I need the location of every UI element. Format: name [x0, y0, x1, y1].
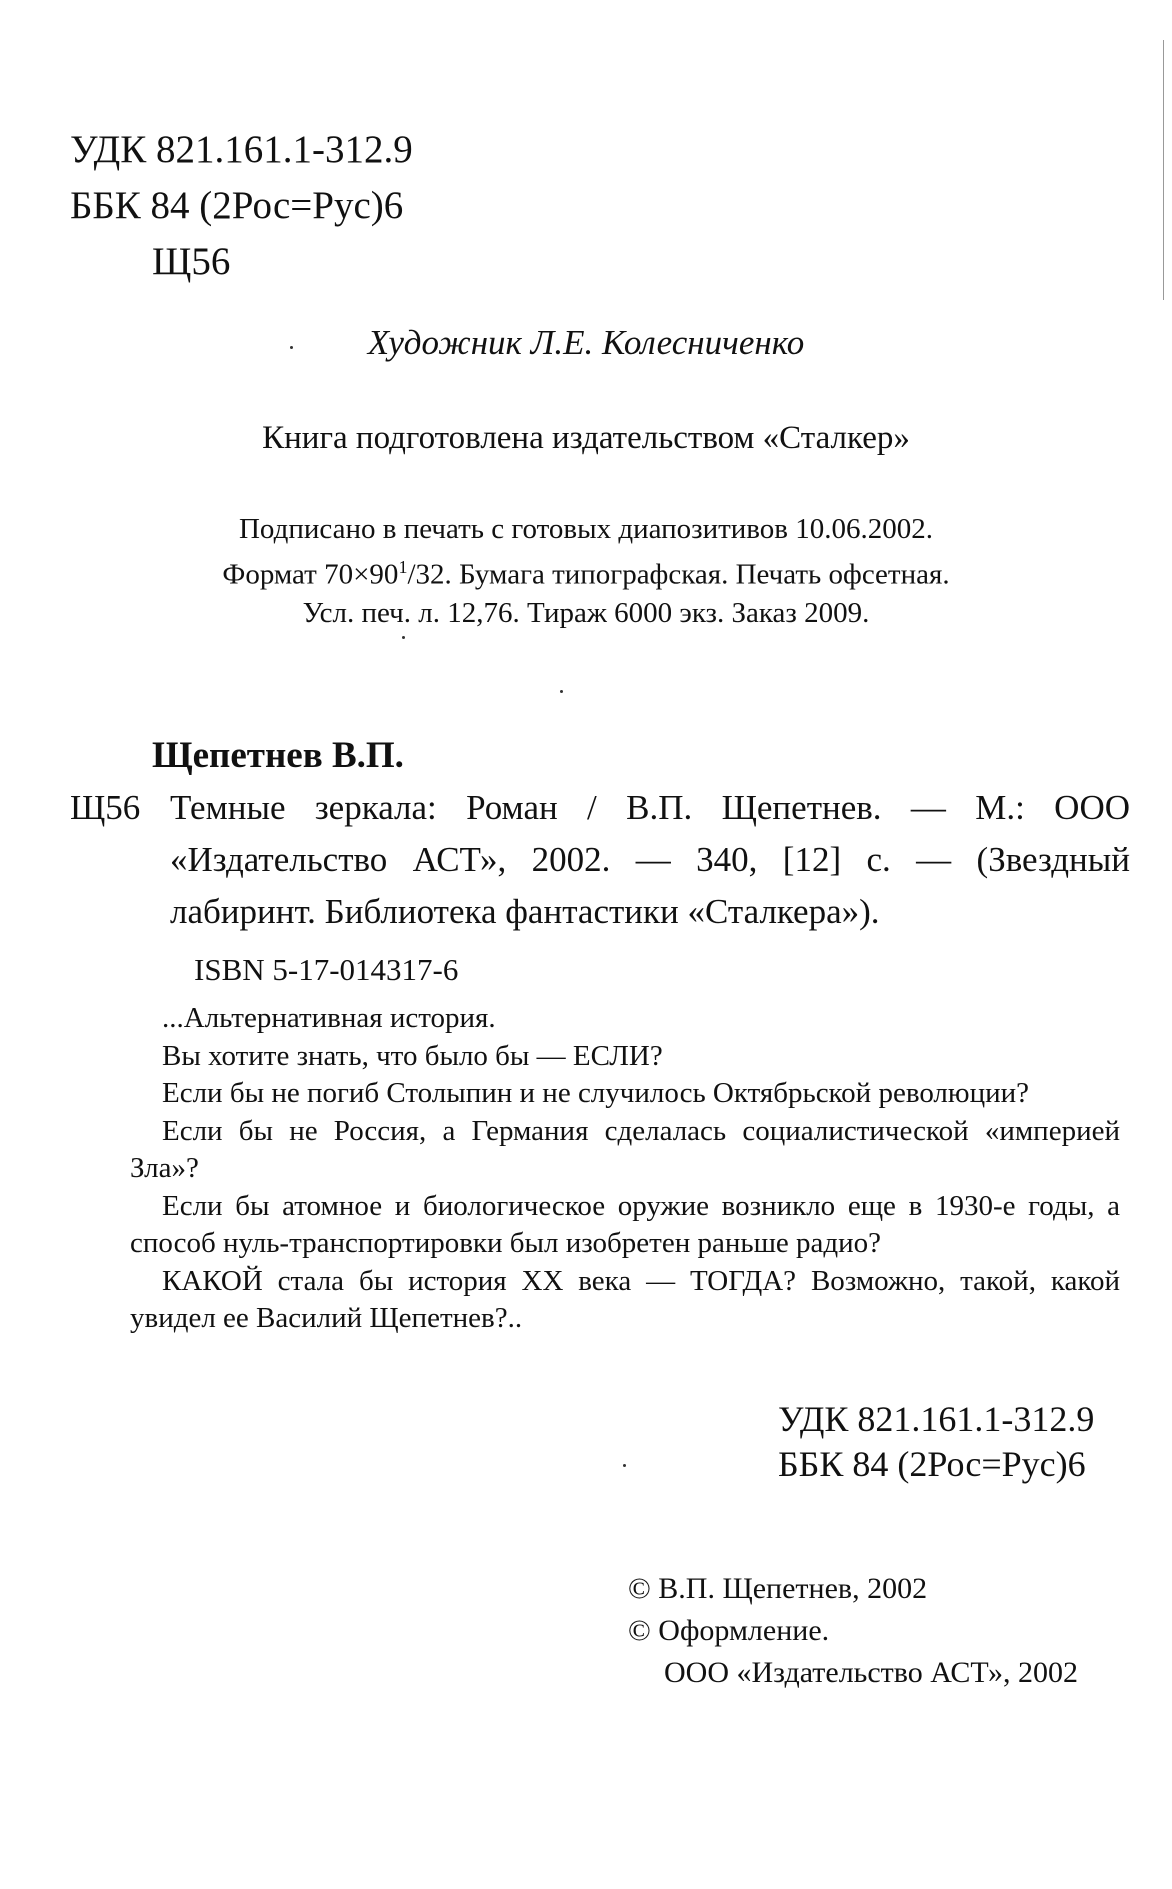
record-author: Щепетнев В.П.	[152, 735, 404, 776]
imprint-line-signed: Подписано в печать с готовых диапозитивов 10.06.2002.	[238, 513, 933, 545]
footer-udk-code: УДК 821.161.1-312.9	[778, 1399, 1095, 1439]
isbn: ISBN 5-17-014317-6	[194, 952, 459, 987]
format-paper-text: /32. Бумага типографская. Печать офсетная.	[407, 558, 950, 591]
annotation-paragraph: Если бы не погиб Столыпин и не случилось Октябрьской революции?	[162, 1077, 1029, 1109]
scan-speck	[560, 690, 563, 693]
annotation-paragraph: ...Альтернативная история.	[162, 1002, 496, 1034]
annotation-paragraph: КАКОЙ стала бы история XX века — ТОГДА? Возможно, такой, какой увидел ее Василий Щепетнев?..	[130, 1264, 1120, 1334]
footer-bbk-code: ББК 84 (2Рос=Рус)6	[778, 1444, 1086, 1484]
format-text: Формат 70×90	[222, 558, 399, 591]
copyright-publisher: ООО «Издательство АСТ», 2002	[664, 1656, 1078, 1689]
classification-codes	[70, 122, 413, 290]
udk-code: УДК 821.161.1-312.9	[70, 128, 413, 171]
scan-speck	[623, 1464, 626, 1467]
prepared-by-note: Книга подготовлена издательством «Сталкер»	[262, 420, 910, 456]
annotation-paragraph: Вы хотите знать, что было бы — ЕСЛИ?	[162, 1039, 663, 1072]
scan-speck	[290, 346, 293, 349]
author-sign-code: Щ56	[152, 240, 231, 283]
record-entry	[70, 782, 1130, 938]
print-imprint	[0, 510, 1172, 632]
record-shelf-code: Щ56	[70, 788, 141, 827]
annotation-paragraph: Если бы не Россия, а Германия сделалась социалистической «империей Зла»?	[130, 1114, 1120, 1184]
annotation	[130, 1000, 1120, 1338]
footer-classification-codes	[778, 1397, 1094, 1487]
annotation-paragraph: Если бы атомное и биологическое оружие возникло еще в 1930-е годы, а способ нуль-транспортировки был изобретен раньше радио?	[130, 1189, 1120, 1259]
copyright-design: © Оформление.	[628, 1614, 830, 1647]
record-description: Темные зеркала: Роман / В.П. Щепетнев. — М.: ООО «Издательство АСТ», 2002. — 340, [12] с. — (Звездный лабиринт. Библиотека фантастики «Сталкера»).	[170, 788, 1130, 931]
scan-speck	[402, 636, 405, 639]
bbk-code: ББК 84 (2Рос=Рус)6	[70, 184, 404, 227]
imprint-line-format	[0, 548, 1172, 594]
imprint-line-run: Усл. печ. л. 12,76. Тираж 6000 экз. Заказ 2009.	[302, 596, 870, 629]
scan-edge-line	[1163, 40, 1164, 300]
format-superscript: 1	[398, 557, 408, 577]
bibliographic-record	[70, 730, 1130, 988]
copyright-author: © В.П. Щепетнев, 2002	[628, 1572, 928, 1605]
copyright-notices	[628, 1568, 1078, 1694]
artist-credit: Художник Л.Е. Колесниченко	[367, 323, 805, 362]
